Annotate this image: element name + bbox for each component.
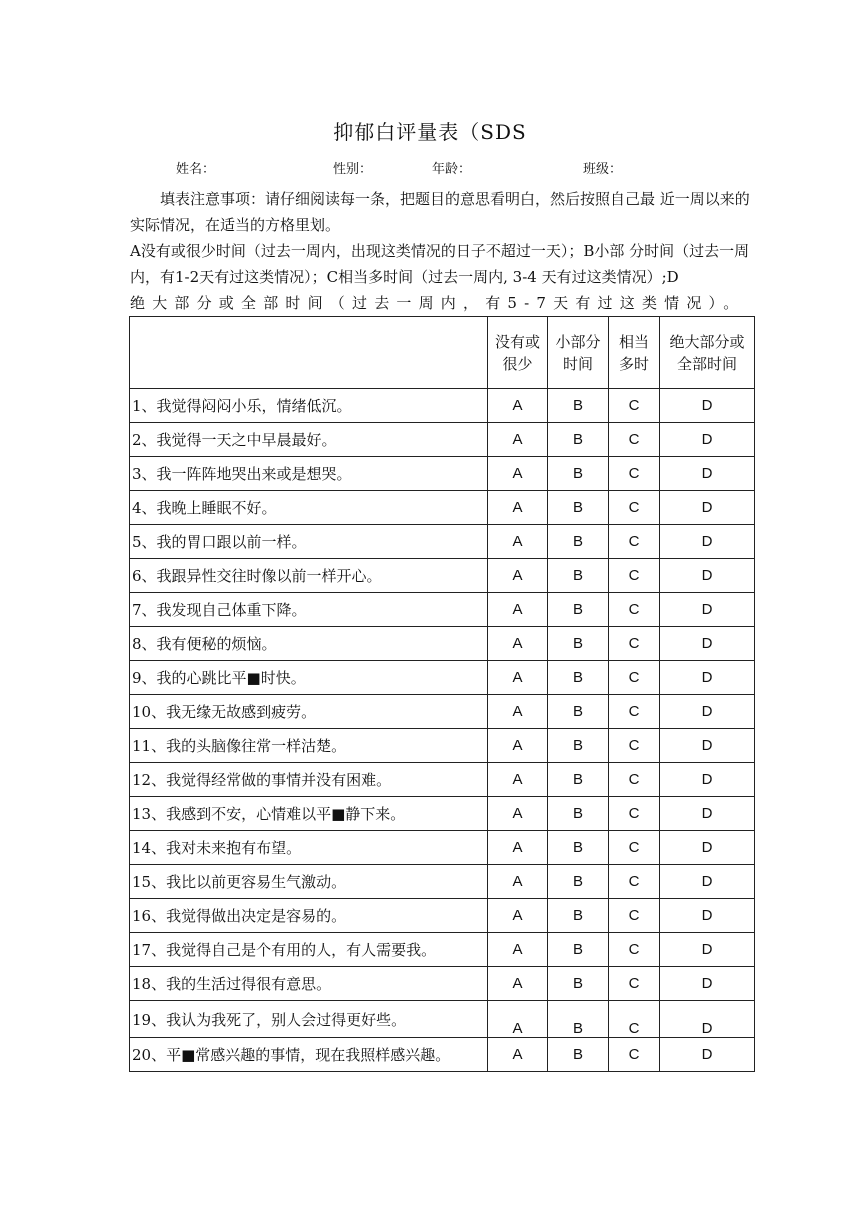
option-cell-d[interactable]: D	[660, 389, 755, 423]
question-text: 8、我有便秘的烦恼。	[130, 627, 488, 661]
option-cell-c[interactable]: C	[609, 423, 660, 457]
option-cell-c[interactable]: C	[609, 661, 660, 695]
question-text: 16、我觉得做出决定是容易的。	[130, 899, 488, 933]
question-row	[130, 933, 755, 967]
question-row	[130, 593, 755, 627]
option-cell-b[interactable]: B	[548, 1001, 609, 1038]
option-cell-b[interactable]: B	[548, 967, 609, 1001]
option-cell-b[interactable]: B	[548, 559, 609, 593]
name-field-label: 姓名：	[176, 162, 216, 177]
option-cell-d[interactable]: D	[660, 1001, 755, 1038]
option-cell-c[interactable]: C	[609, 389, 660, 423]
option-cell-a[interactable]: A	[488, 627, 548, 661]
option-cell-a[interactable]: A	[488, 831, 548, 865]
question-row	[130, 695, 755, 729]
option-cell-c[interactable]: C	[609, 899, 660, 933]
option-cell-b[interactable]: B	[548, 661, 609, 695]
option-cell-b[interactable]: B	[548, 423, 609, 457]
option-cell-a[interactable]: A	[488, 1001, 548, 1038]
option-cell-a[interactable]: A	[488, 899, 548, 933]
question-row	[130, 763, 755, 797]
question-row	[130, 865, 755, 899]
option-cell-d[interactable]: D	[660, 525, 755, 559]
option-cell-c[interactable]: C	[609, 967, 660, 1001]
option-cell-c[interactable]: C	[609, 627, 660, 661]
option-cell-b[interactable]: B	[548, 389, 609, 423]
option-cell-a[interactable]: A	[488, 593, 548, 627]
page-title: 抑郁白评量表（SDS	[333, 120, 527, 144]
option-cell-a[interactable]: A	[488, 525, 548, 559]
option-cell-a[interactable]: A	[488, 491, 548, 525]
header-option-c: 相当 多时	[609, 317, 660, 389]
option-cell-b[interactable]: B	[548, 729, 609, 763]
question-row	[130, 729, 755, 763]
question-row	[130, 423, 755, 457]
option-cell-b[interactable]: B	[548, 797, 609, 831]
question-text: 20、平■常感兴趣的事情，现在我照样感兴趣。	[130, 1038, 488, 1072]
option-cell-d[interactable]: D	[660, 457, 755, 491]
option-cell-d[interactable]: D	[660, 695, 755, 729]
question-text: 15、我比以前更容易生气激动。	[130, 865, 488, 899]
question-text: 1、我觉得闷闷小乐，情绪低沉。	[130, 389, 488, 423]
question-row	[130, 627, 755, 661]
option-cell-c[interactable]: C	[609, 865, 660, 899]
option-cell-c[interactable]: C	[609, 695, 660, 729]
options-legend-continued: 绝大部分或全部时间（过去一周内，有5-7天有过这类情况）。	[130, 294, 746, 312]
option-cell-c[interactable]: C	[609, 1001, 660, 1038]
option-cell-b[interactable]: B	[548, 457, 609, 491]
option-cell-a[interactable]: A	[488, 457, 548, 491]
question-text: 12、我觉得经常做的事情并没有困难。	[130, 763, 488, 797]
option-cell-d[interactable]: D	[660, 967, 755, 1001]
question-text: 5、我的胃口跟以前一样。	[130, 525, 488, 559]
question-row	[130, 457, 755, 491]
question-row	[130, 1038, 755, 1072]
option-cell-d[interactable]: D	[660, 661, 755, 695]
option-cell-a[interactable]: A	[488, 729, 548, 763]
option-cell-c[interactable]: C	[609, 763, 660, 797]
question-row	[130, 831, 755, 865]
question-text: 17、我觉得自己是个有用的人，有人需要我。	[130, 933, 488, 967]
question-row	[130, 525, 755, 559]
option-cell-b[interactable]: B	[548, 899, 609, 933]
option-cell-d[interactable]: D	[660, 559, 755, 593]
option-cell-d[interactable]: D	[660, 1038, 755, 1072]
header-option-a: 没有或 很少	[488, 317, 548, 389]
gender-field-label: 性别：	[333, 162, 373, 177]
option-cell-a[interactable]: A	[488, 389, 548, 423]
option-cell-b[interactable]: B	[548, 627, 609, 661]
option-cell-b[interactable]: B	[548, 695, 609, 729]
question-text: 11、我的头脑像往常一样沽楚。	[130, 729, 488, 763]
question-text: 4、我晚上睡眠不好。	[130, 491, 488, 525]
option-cell-d[interactable]: D	[660, 797, 755, 831]
option-cell-a[interactable]: A	[488, 933, 548, 967]
question-text: 18、我的生活过得很有意思。	[130, 967, 488, 1001]
option-cell-a[interactable]: A	[488, 763, 548, 797]
option-cell-d[interactable]: D	[660, 899, 755, 933]
question-row	[130, 491, 755, 525]
question-text: 10、我无缘无故感到疲劳。	[130, 695, 488, 729]
sds-questionnaire-table	[129, 316, 755, 1072]
question-row	[130, 797, 755, 831]
option-cell-a[interactable]: A	[488, 423, 548, 457]
option-cell-b[interactable]: B	[548, 865, 609, 899]
option-cell-a[interactable]: A	[488, 1038, 548, 1072]
option-cell-d[interactable]: D	[660, 865, 755, 899]
question-row	[130, 389, 755, 423]
option-cell-b[interactable]: B	[548, 831, 609, 865]
option-cell-a[interactable]: A	[488, 967, 548, 1001]
option-cell-b[interactable]: B	[548, 491, 609, 525]
header-option-b: 小部分 时间	[548, 317, 609, 389]
option-cell-c[interactable]: C	[609, 1038, 660, 1072]
question-text: 13、我感到不安，心情难以平■静下来。	[130, 797, 488, 831]
option-cell-c[interactable]: C	[609, 831, 660, 865]
question-row	[130, 899, 755, 933]
header-row	[130, 317, 755, 389]
option-cell-d[interactable]: D	[660, 763, 755, 797]
question-row	[130, 661, 755, 695]
option-cell-c[interactable]: C	[609, 457, 660, 491]
option-cell-d[interactable]: D	[660, 627, 755, 661]
question-text: 14、我对未来抱有布望。	[130, 831, 488, 865]
option-cell-d[interactable]: D	[660, 933, 755, 967]
class-field-label: 班级：	[583, 162, 623, 177]
age-field-label: 年龄：	[432, 162, 472, 177]
instructions-paragraph: 填表注意事项：请仔细阅读每一条，把题目的意思看明白，然后按照自己最 近一周以来的实际情况，在适当的方格里划。	[130, 190, 750, 234]
question-row	[130, 967, 755, 1001]
option-cell-b[interactable]: B	[548, 763, 609, 797]
option-cell-c[interactable]: C	[609, 797, 660, 831]
question-text: 7、我发现自己体重下降。	[130, 593, 488, 627]
option-cell-b[interactable]: B	[548, 1038, 609, 1072]
option-cell-a[interactable]: A	[488, 865, 548, 899]
options-legend-paragraph: A没有或很少时间（过去一周内，出现这类情况的日子不超过一天）；B小部 分时间（过去一周内，有1-2天有过这类情况）；C相当多时间（过去一周内, 3-4 天有过这类情况）;D	[130, 242, 750, 286]
option-cell-c[interactable]: C	[609, 525, 660, 559]
option-cell-d[interactable]: D	[660, 593, 755, 627]
option-cell-b[interactable]: B	[548, 525, 609, 559]
option-cell-b[interactable]: B	[548, 933, 609, 967]
option-cell-c[interactable]: C	[609, 559, 660, 593]
question-row	[130, 559, 755, 593]
header-option-d: 绝大部分或 全部时间	[660, 317, 755, 389]
option-cell-a[interactable]: A	[488, 797, 548, 831]
question-text: 9、我的心跳比平■时快。	[130, 661, 488, 695]
option-cell-c[interactable]: C	[609, 491, 660, 525]
option-cell-d[interactable]: D	[660, 491, 755, 525]
option-cell-a[interactable]: A	[488, 661, 548, 695]
option-cell-a[interactable]: A	[488, 559, 548, 593]
option-cell-c[interactable]: C	[609, 593, 660, 627]
question-text: 6、我跟异性交往时像以前一样开心。	[130, 559, 488, 593]
question-text: 2、我觉得一天之中早晨最好。	[130, 423, 488, 457]
option-cell-b[interactable]: B	[548, 593, 609, 627]
header-question-cell	[130, 317, 488, 389]
option-cell-c[interactable]: C	[609, 729, 660, 763]
question-row	[130, 1001, 755, 1038]
question-text: 19、我认为我死了，别人会过得更好些。	[130, 1001, 488, 1038]
option-cell-d[interactable]: D	[660, 729, 755, 763]
option-cell-d[interactable]: D	[660, 423, 755, 457]
option-cell-a[interactable]: A	[488, 695, 548, 729]
question-text: 3、我一阵阵地哭出来或是想哭。	[130, 457, 488, 491]
option-cell-c[interactable]: C	[609, 933, 660, 967]
option-cell-d[interactable]: D	[660, 831, 755, 865]
